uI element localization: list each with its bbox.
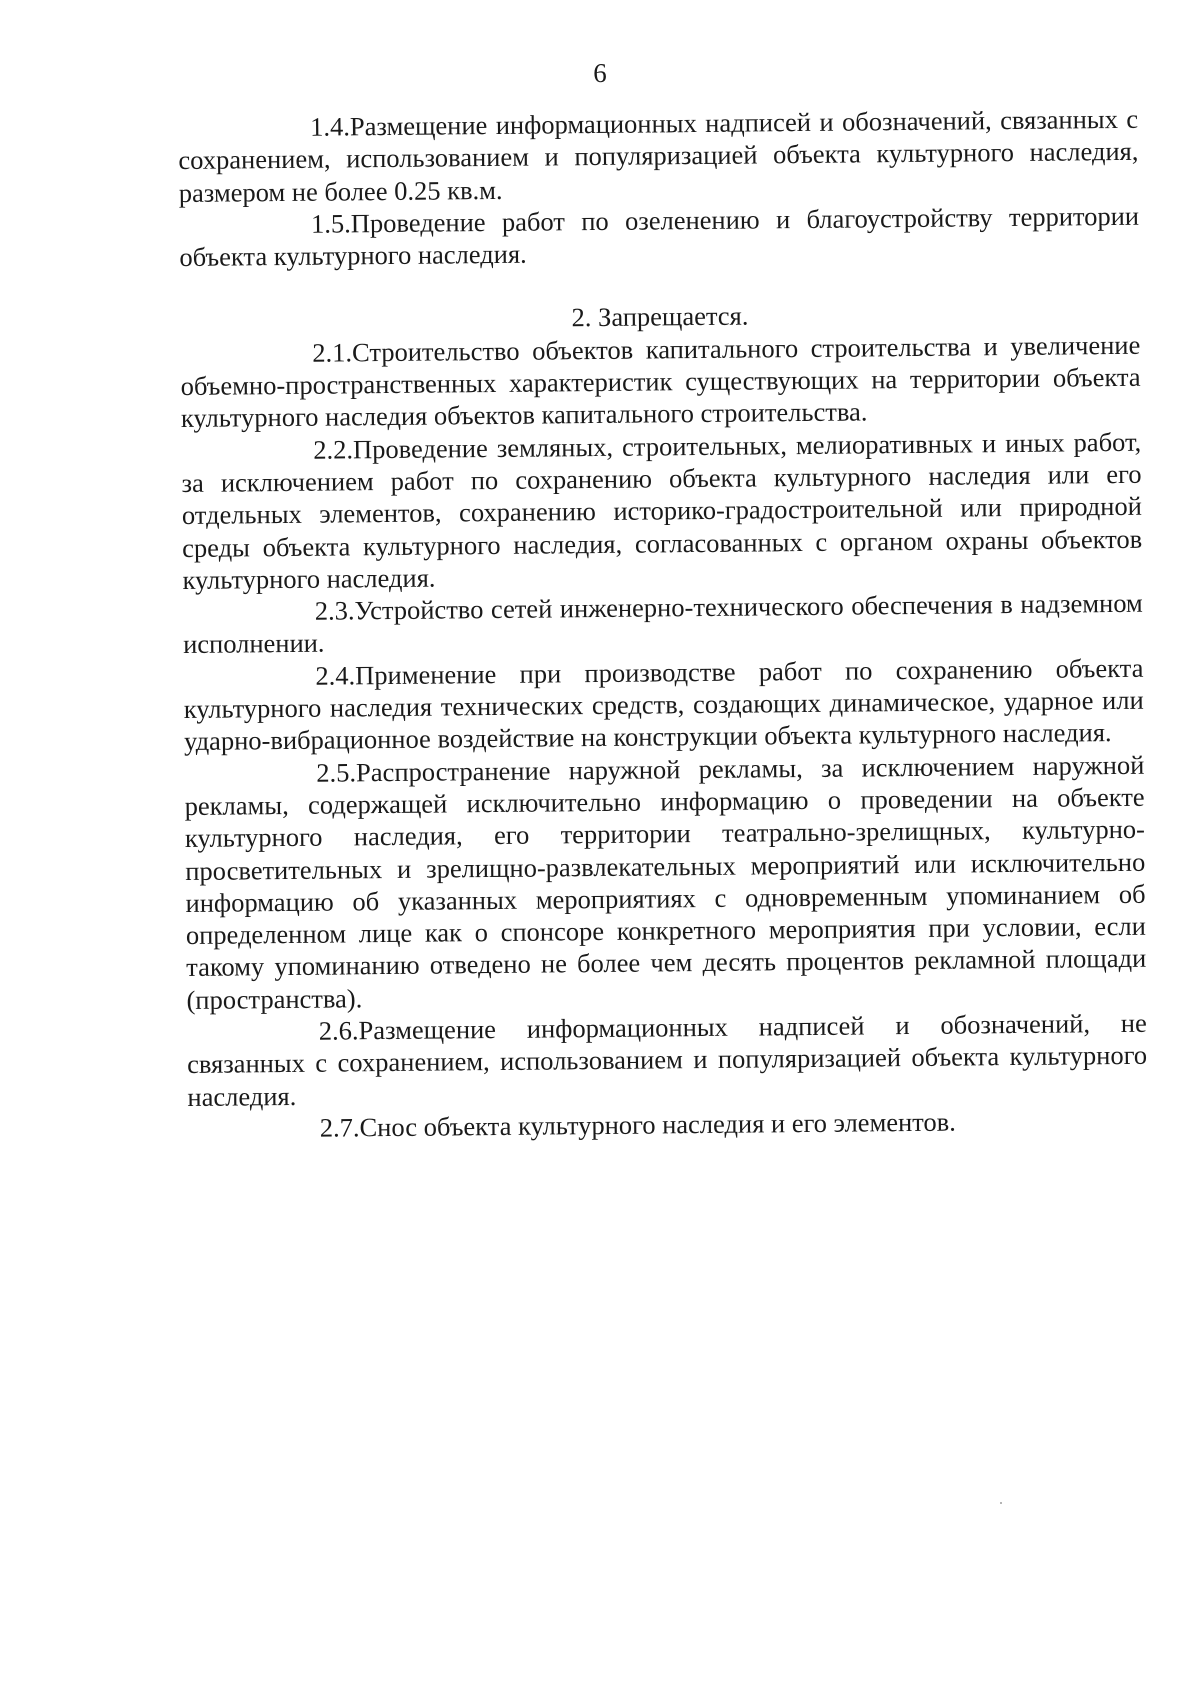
clause-2-3	[183, 587, 1144, 661]
clause-number: 2.1.	[312, 337, 353, 368]
clause-2-4	[183, 652, 1144, 758]
clause-2-6	[187, 1007, 1148, 1113]
clause-text: Распространение наружной рекламы, за исключением наружной рекламы, содержащей исключительно информацию о проведении на объекте культурного наследия, его территории театрально-зрелищных, культурно-просветительных и зрелищно-развлекательных мероприятий или исключительно информацию об указанных мероприятиях с одновременным упоминанием об определенном лице как о спонсоре конкретного мероприятия при условии, если такому упоминанию отведено не более чем десять процентов рекламной площади (пространства).	[184, 749, 1147, 1015]
clause-text: Устройство сетей инженерно-технического обеспечения в надземном исполнении.	[182, 587, 1143, 660]
clause-2-2	[181, 425, 1143, 596]
page-number: 6	[593, 58, 607, 88]
clause-number: 2.3.	[314, 595, 355, 626]
clause-text: Проведение земляных, строительных, мелиоративных и иных работ, за исключением работ по сохранению объекта культурного наследия или его отдельных элементов, сохранению историко-градостроительной или природной среды объекта культурного наследия, согласованных с органом охраны объектов культурного наследия.	[181, 426, 1143, 595]
clause-text: Применение при производстве работ по сохранению объекта культурного наследия технических средств, создающих динамическое, ударное или ударно-вибрационное воздействие на конструкции объекта культурного наследия.	[183, 652, 1144, 757]
clause-1-5	[179, 200, 1140, 274]
clause-text: Размещение информационных надписей и обозначений, не связанных с сохранением, использованием и популяризацией объекта культурного наследия.	[186, 1007, 1148, 1112]
clause-text: Строительство объектов капитального строительства и увеличение объемно-пространственных характеристик существующих на территории объекта культурного наследия объектов капитального строительства.	[180, 329, 1141, 434]
clause-text: Размещение информационных надписей и обозначений, связанных с сохранением, использованием и популяризацией объекта культурного наследия, размером не более 0.25 кв.м.	[178, 103, 1139, 208]
clause-1-4	[178, 103, 1139, 209]
clause-number: 2.5.	[316, 756, 357, 788]
scan-speck	[1000, 1502, 1002, 1504]
clause-number: 2.6.	[318, 1015, 359, 1046]
document-body	[178, 103, 1148, 1145]
section-title: 2. Запрещается.	[571, 301, 749, 333]
clause-number: 2.7.	[319, 1112, 360, 1143]
clause-2-1	[180, 329, 1141, 435]
clause-number: 2.4.	[315, 660, 356, 691]
clause-number: 2.2.	[313, 434, 354, 465]
clause-number: 1.5.	[310, 208, 351, 239]
clause-number: 1.4.	[310, 111, 351, 142]
clause-text: Проведение работ по озеленению и благоустройству территории объекта культурного наследия.	[179, 200, 1140, 273]
clause-text: Снос объекта культурного наследия и его элементов.	[359, 1106, 956, 1143]
clause-2-5	[184, 748, 1146, 1016]
